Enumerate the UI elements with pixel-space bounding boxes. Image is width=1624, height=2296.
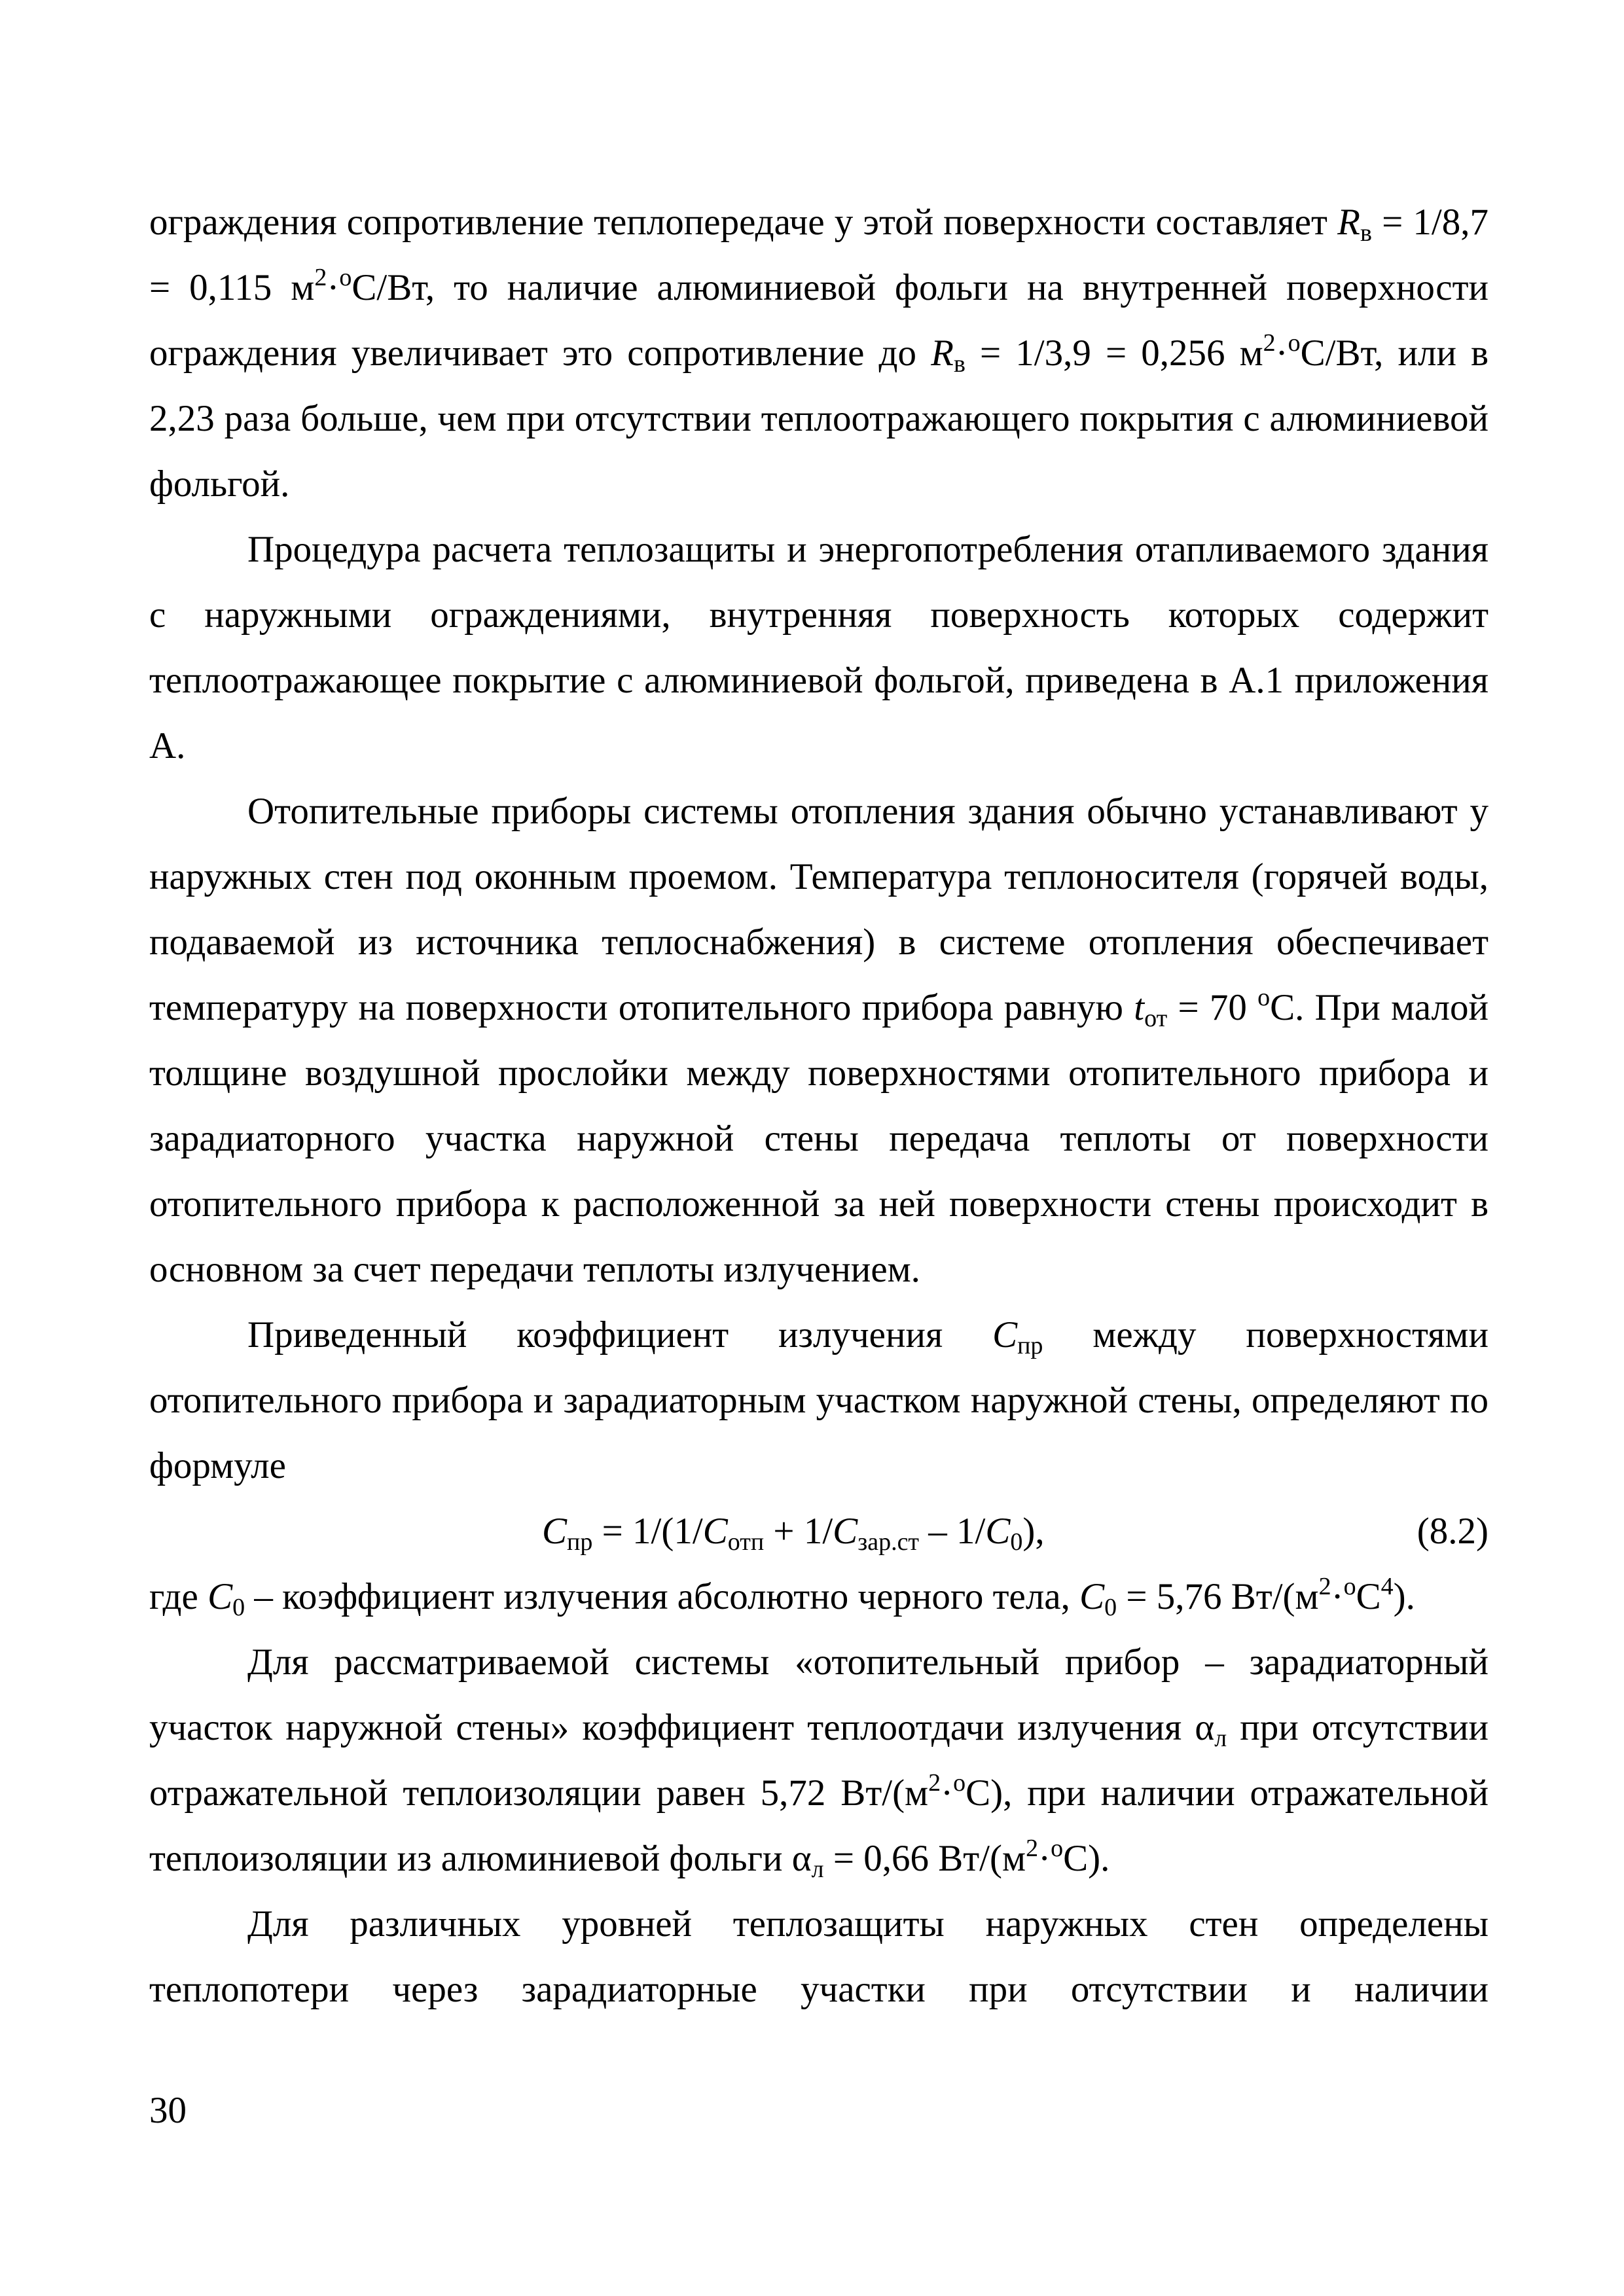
formula-expression: $С_{пр} = 1/(1/С_{отп} + 1/С_{зар.ст} - 1/С_0)$, — [542, 1511, 1045, 1556]
page-number: 30 — [149, 2090, 187, 2131]
paragraph-3: Отопительные приборы системы отопления здания обычно устанавливают у наружных стен под оконным проемом. Температура теплоносителя (горячей воды, подаваемой из источника теплоснабжения) в системе отопления обеспечивает температуру на поверхности отопительного прибора равную $t_{от} = 70$ $^о$С. При малой толщине воздушной прослойки между поверхностями отопительного прибора и зарадиаторного участка наружной стены передача теплоты от поверхности отопительного прибора к расположенной за ней поверхности стены происходит в основном за счет передачи теплоты излучением. — [149, 791, 1489, 1290]
paragraph-4: Приведенный коэффициент излучения $С_{пр}$ между поверхностями отопительного прибора и зарадиаторным участком наружной стены, определяют по формуле — [149, 1314, 1489, 1486]
paragraph-1: ограждения сопротивление теплопередаче у этой поверхности составляет $R_в = 1/8,7 = 0,115$ $м^2\cdot^оС/Вт$, то наличие алюминиевой фольги на внутренней поверхности ограждения увеличивает это сопротивление до $R_в = 1/3,9 = 0,256$ $м^2\cdot^оС/Вт$, или в 2,23 раза больше, чем при отсутствии теплоотражающего покрытия с алюминиевой фольгой. — [149, 202, 1489, 505]
body-text — [149, 190, 1489, 2022]
paragraph-6: Для рассматриваемой системы «отопительный прибор – зарадиаторный участок наружной стены» коэффициент теплоотдачи излучения $\alpha_л$ при отсутствии отражательной теплоизоляции равен 5,72 $Вт/(м^2\cdot^оС)$, при наличии отражательной теплоизоляции из алюминиевой фольги $\alpha_л = 0,66$ $Вт/(м^2\cdot^оС)$. — [149, 1641, 1489, 1883]
paragraph-7: Для различных уровней теплозащиты наружных стен определены теплопотери через зарадиаторные участки при отсутствии и наличии — [149, 1903, 1489, 2010]
paragraph-2: Процедура расчета теплозащиты и энергопотребления отапливаемого здания с наружными ограждениями, внутренняя поверхность которых содержит теплоотражающее покрытие с алюминиевой фольгой, приведена в А.1 приложения А. — [149, 529, 1489, 766]
paragraph-5: где $С_0$ – коэффициент излучения абсолютно черного тела, $С_0 = 5,76$ $Вт/(м^2\cdot^оС^4)$. — [149, 1573, 1415, 1621]
formula-number: (8.2) — [1416, 1511, 1489, 1552]
formula-8-2 — [149, 1499, 1489, 1564]
